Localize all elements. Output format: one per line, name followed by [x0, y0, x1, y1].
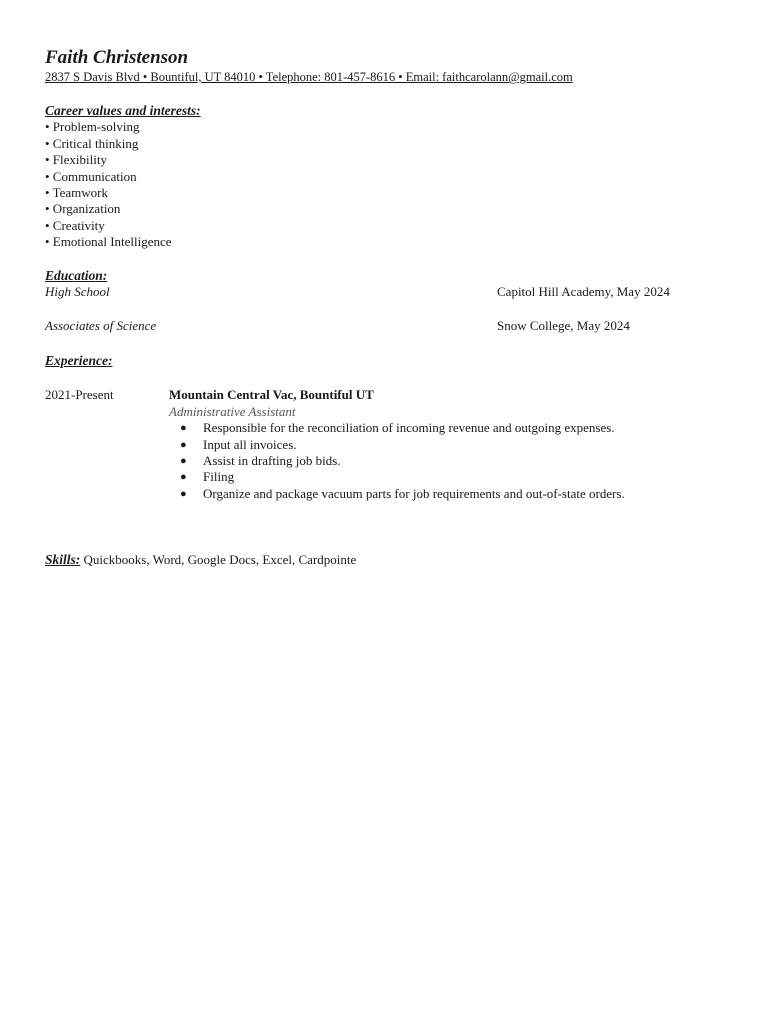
career-values-list [45, 119, 735, 250]
job-entry [45, 387, 735, 502]
duty-text: Organize and package vacuum parts for job requirements and out-of-state orders. [203, 485, 625, 501]
bullet-icon: ● [180, 454, 187, 467]
education-section [45, 268, 735, 335]
bullet-icon: ● [180, 487, 187, 500]
job-role: Administrative Assistant [169, 403, 296, 419]
school: Capitol Hill Academy, May 2024 [497, 284, 670, 300]
list-item [180, 437, 735, 453]
skills-heading: Skills: [45, 552, 81, 568]
spacer [45, 300, 735, 318]
list-item: • Teamwork [45, 185, 108, 201]
education-entry [45, 284, 735, 300]
bullet-icon: ● [180, 471, 187, 484]
skills-section [45, 552, 735, 568]
skills-text: Quickbooks, Word, Google Docs, Excel, Cardpointe [80, 552, 357, 568]
duties-list [169, 420, 735, 502]
duty-text: Assist in drafting job bids. [203, 452, 341, 468]
job-dates: 2021-Present [45, 387, 114, 403]
list-item: • Emotional Intelligence [45, 234, 172, 250]
list-item [180, 486, 735, 502]
education-heading: Education: [45, 267, 108, 283]
experience-heading: Experience: [45, 352, 113, 368]
education-entry [45, 318, 735, 334]
duty-text: Input all invoices. [203, 436, 297, 452]
degree: Associates of Science [45, 318, 157, 334]
bullet-icon: ● [180, 422, 187, 435]
contact-line: 2837 S Davis Blvd • Bountiful, UT 84010 • Telephone: 801-457-8616 • Email: faithcarolann@gmail.com [45, 70, 573, 84]
list-item: • Communication [45, 168, 137, 184]
bullet-icon: ● [180, 438, 187, 451]
job-detail [169, 387, 735, 502]
employer: Mountain Central Vac, Bountiful UT [169, 387, 374, 403]
career-values-heading: Career values and interests: [45, 103, 201, 118]
list-item: • Creativity [45, 217, 105, 233]
list-item [180, 469, 735, 485]
list-item: • Organization [45, 201, 121, 217]
list-item [180, 453, 735, 469]
candidate-name: Faith Christenson [45, 47, 189, 68]
list-item: • Critical thinking [45, 135, 139, 151]
degree: High School [45, 284, 110, 300]
resume-page [45, 47, 735, 569]
list-item: • Flexibility [45, 152, 107, 168]
list-item: • Problem-solving [45, 119, 140, 135]
experience-section [45, 353, 735, 502]
school: Snow College, May 2024 [497, 318, 630, 334]
list-item [180, 420, 735, 436]
duty-text: Filing [203, 469, 235, 485]
career-values-section [45, 103, 735, 251]
duty-text: Responsible for the reconciliation of incoming revenue and outgoing expenses. [203, 420, 615, 436]
